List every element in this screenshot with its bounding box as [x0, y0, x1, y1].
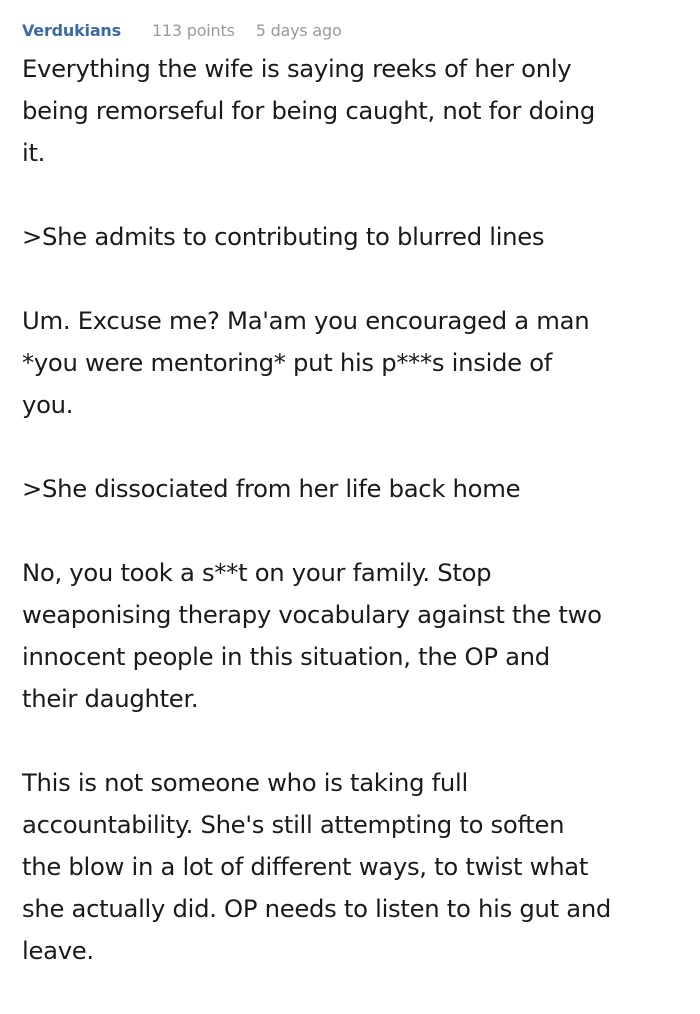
- quoted-text: >She dissociated from her life back home: [22, 474, 521, 503]
- points-count: 113 points: [151, 20, 235, 40]
- comment-paragraph: Everything the wife is saying reeks of her only being remorseful for being caught, not for doing it.: [22, 54, 595, 167]
- author-link[interactable]: Verdukians: [22, 20, 121, 40]
- quoted-text: >She admits to contributing to blurred lines: [22, 222, 545, 251]
- comment-meta: [22, 20, 342, 40]
- comment-paragraph: Um. Excuse me? Ma'am you encouraged a man *you were mentoring* put his p***s inside of you.: [22, 306, 590, 419]
- comment-body: [22, 48, 690, 1014]
- comment-paragraph: This is not someone who is taking full accountability. She's still attempting to soften the blow in a lot of different ways, to twist what she actually did. OP needs to listen to his gut and leave.: [22, 768, 612, 965]
- timestamp: 5 days ago: [255, 20, 342, 40]
- comment-paragraph: No, you took a s**t on your family. Stop weaponising therapy vocabulary against the two innocent people in this situation, the OP and their daughter.: [22, 558, 602, 713]
